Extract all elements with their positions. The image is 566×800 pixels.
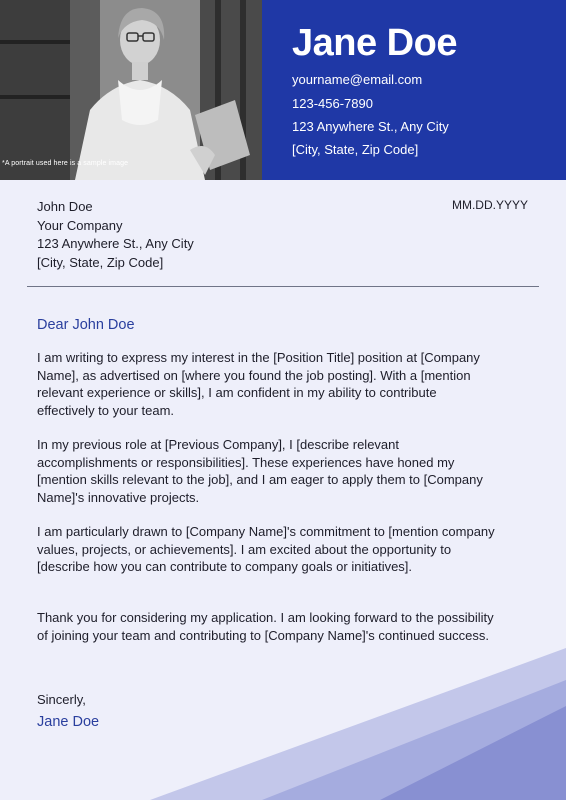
letter-paragraph-2: In my previous role at [Previous Company], I [describe relevant accomplishments or responsibilities]. These experiences have honed my [mention skills relevant to the job], and I am eager to apply them to [Company Name]'s innovative projects. [37,437,483,505]
applicant-city-state-zip: [City, State, Zip Code] [292,142,419,157]
signature-name: Jane Doe [37,714,100,730]
recipient-company: Your Company [37,217,123,233]
applicant-name: Jane Doe [292,22,457,64]
letter-paragraph-1: I am writing to express my interest in the [Position Title] position at [Company Name], as advertised on [where you found the job posting]. With a [mention relevant experience or skills], I am confident in my ability to contribute effectively to your team. [37,350,480,418]
letter-paragraph-4: Thank you for considering my application. I am looking forward to the possibility of joining your team and contributing to [Company Name]'s continued success. [37,610,494,643]
applicant-email: yourname@email.com [292,72,423,87]
recipient-name: John Doe [37,199,93,214]
photo-caption: *A portrait used here is a sample image [2,160,129,167]
letter-date: MM.DD.YYYY [451,198,528,212]
applicant-phone: 123-456-7890 [292,96,373,111]
recipient-address: 123 Anywhere St., Any City [37,236,194,251]
salutation: Dear John Doe [37,317,135,333]
applicant-address: 123 Anywhere St., Any City [292,119,449,134]
letter-paragraph-3: I am particularly drawn to [Company Name]'s commitment to [mention company values, projects, or achievements]. I am excited about the opportunity to [describe how you can contribute to company goals or initiatives]. [37,524,495,574]
recipient-city-state-zip: [City, State, Zip Code] [37,254,164,270]
closing: Sincerly, [37,692,86,707]
